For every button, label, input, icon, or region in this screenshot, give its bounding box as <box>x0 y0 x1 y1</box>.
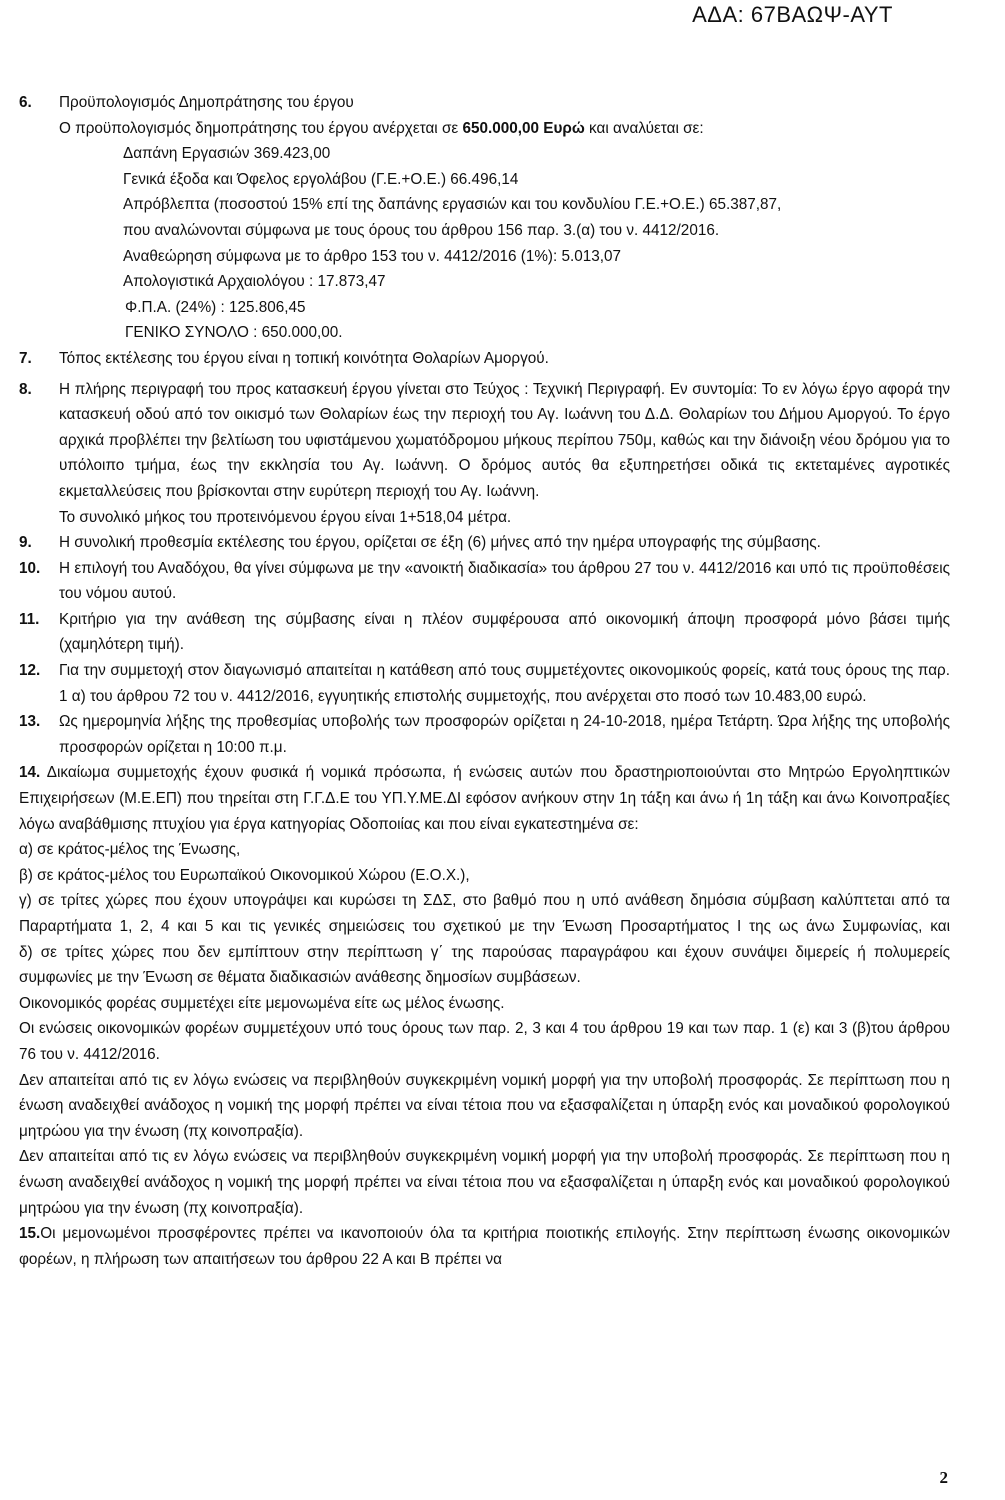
section-text: Κριτήριο για την ανάθεση της σύμβασης είναι η πλέον συμφέρουσα από οικονομική άποψη προσφορά μόνο βάσει τιμής (χαμηλότερη τιμή). <box>59 610 950 654</box>
section-text: Η συνολική προθεσμία εκτέλεσης του έργου, ορίζεται σε έξη (6) μήνες από την ημέρα υπογραφής της σύμβασης. <box>59 534 821 552</box>
budget-line: Γενικά έξοδα και Όφελος εργολάβου (Γ.Ε.+Ο.Ε.) 66.496,14 <box>123 170 519 188</box>
section-number: 11. <box>19 610 40 628</box>
section-13 <box>19 709 950 760</box>
section-number: 13. <box>19 713 41 731</box>
section-14-intro <box>19 760 950 837</box>
section-number: 9. <box>19 534 32 552</box>
budget-intro-suffix: και αναλύεται σε: <box>584 119 704 137</box>
section-text: Η επιλογή του Αναδόχου, θα γίνει σύμφωνα με την «ανοικτή διαδικασία» του άρθρου 27 του ν. 4412/2016 και υπό τις προϋποθέσεις του νόμου αυτού. <box>59 559 950 603</box>
section-text: Για την συμμετοχή στον διαγωνισμό απαιτείται η κατάθεση από τους συμμετέχοντες οικονομικούς φορείς, κατά τους όρους της παρ. 1 α) του άρθρου 72 του ν. 4412/2016, εγγυητικής επιστολής συμμετοχής, που ανέρχεται στο ποσό των 10.483,00 ευρώ. <box>59 662 950 705</box>
budget-total-amount: 650.000,00 Ευρώ <box>462 119 585 137</box>
paragraph: Οι ενώσεις οικονομικών φορέων συμμετέχουν υπό τους όρους των παρ. 2, 3 και 4 του άρθρου 19 και των παρ. 1 (ε) και 3 (β)του άρθρου 76 του ν. 4412/2016. <box>19 1020 950 1063</box>
budget-line: που αναλώνονται σύμφωνα με τους όρους του άρθρου 156 παρ. 3.(α) του ν. 4412/2016. <box>123 221 720 239</box>
section-number: 15. <box>19 1225 41 1243</box>
budget-line: Αναθεώρηση σύμφωνα με το άρθρο 153 του ν. 4412/2016 (1%): 5.013,07 <box>123 247 622 265</box>
section-text: Η πλήρης περιγραφή του προς κατασκευή έργου γίνεται στο Τεύχος : Τεχνική Περιγραφή. Εν συντομία: Το εν λόγω έργο αφορά την κατασκευή οδού από τον οικισμό των Θολαρίων έως την περιοχή του Αγ. Ιωάννη του Δ.Δ. Θολαρίων του Δήμου Αμοργού. Το έργο αρχικά προβλέπει την βελτίωση του υφιστάμενου χωματόδρομου μήκους περίπου 750μ, καθώς και την διάνοιξη νέου δρόμου για το υπόλοιπο τμήμα, έως την εκκλησία του Αγ. Ιωάννη. Ο δρόμος αυτός θα εξυπηρετήσει οδικά τις εκτεταμένες αγροτικές εκμεταλλεύσεις που βρίσκονται στην ευρύτερη περιοχή του Αγ. Ιωάννη. <box>59 380 950 500</box>
section-text: Τόπος εκτέλεσης του έργου είναι η τοπική κοινότητα Θολαρίων Αμοργού. <box>59 349 549 367</box>
eligibility-item-b: β) σε κράτος-μέλος του Ευρωπαϊκού Οικονομικού Χώρου (Ε.Ο.Χ.), <box>19 866 470 884</box>
eligibility-item-d: δ) σε τρίτες χώρες που δεν εμπίπτουν στην περίπτωση γ΄ της παρούσας παραγράφου και έχουν συνάψει διμερείς ή πολυμερείς συμφωνίες με την Ένωση σε θέματα διαδικασιών ανάθεσης δημοσίων συμβάσεων. <box>19 943 950 987</box>
budget-grand-total: ΓΕΝΙΚΟ ΣΥΝΟΛΟ : 650.000,00. <box>125 324 343 342</box>
budget-intro <box>19 116 950 142</box>
document-body <box>19 90 950 1272</box>
section-title: Προϋπολογισμός Δημοπράτησης του έργου <box>59 94 354 111</box>
section-11 <box>19 607 950 658</box>
section-number: 6. <box>19 94 32 111</box>
section-text: Οι μεμονωμένοι προσφέροντες πρέπει να ικανοποιούν όλα τα κριτήρια ποιοτικής επιλογής. Στην περίπτωση ένωσης οικονομικών φορέων, η πλήρωση των απαιτήσεων του άρθρου 22 Α και Β πρέπει να <box>19 1225 950 1268</box>
section-7 <box>19 346 950 372</box>
section-8 <box>19 377 950 531</box>
page-number: 2 <box>939 1468 948 1487</box>
paragraph: Δεν απαιτείται από τις εν λόγω ενώσεις να περιβληθούν συγκεκριμένη νομική μορφή για την υποβολή προσφοράς. Σε περίπτωση που η ένωση αναδειχθεί ανάδοχος η νομική της μορφή πρέπει να είναι τέτοια που να εξασφαλίζεται η ύπαρξη ενός και μοναδικού φορολογικού μητρώου για την ένωση (πχ κοινοπραξία). <box>19 1071 950 1140</box>
section-number: 10. <box>19 559 41 577</box>
section-6 <box>19 90 950 116</box>
section-12 <box>19 658 950 709</box>
section-number: 8. <box>19 380 32 398</box>
budget-line: Δαπάνη Εργασιών 369.423,00 <box>123 145 331 163</box>
document-ada-code: ΑΔΑ: 67ΒΑΩΨ-ΑΥΤ <box>692 2 893 27</box>
section-text: Ως ημερομηνία λήξης της προθεσμίας υποβολής των προσφορών ορίζεται η 24-10-2018, ημέρα Τετάρτη. Ώρα λήξης της υποβολής προσφορών ορίζεται η 10:00 π.μ. <box>59 713 950 756</box>
paragraph: Οικονομικός φορέας συμμετέχει είτε μεμονωμένα είτε ως μέλος ένωσης. <box>19 994 505 1012</box>
section-9 <box>19 530 950 556</box>
eligibility-item-a: α) σε κράτος-μέλος της Ένωσης, <box>19 841 241 859</box>
section-number: 7. <box>19 349 32 367</box>
budget-intro-text: Ο προϋπολογισμός δημοπράτησης του έργου ανέρχεται σε <box>59 119 463 137</box>
section-15 <box>19 1221 950 1272</box>
paragraph: Δεν απαιτείται από τις εν λόγω ενώσεις να περιβληθούν συγκεκριμένη νομική μορφή για την υποβολή προσφοράς. Σε περίπτωση που η ένωση αναδειχθεί ανάδοχος η νομική της μορφή πρέπει να είναι τέτοια που να εξασφαλίζεται η ύπαρξη ενός και μοναδικού φορολογικού μητρώου για την ένωση (πχ κοινοπραξία). <box>19 1148 950 1217</box>
section-number: 14. <box>19 764 41 782</box>
budget-line: Φ.Π.Α. (24%) : 125.806,45 <box>125 298 306 316</box>
section-8-content <box>59 377 950 531</box>
project-length: Το συνολικό μήκος του προτεινόμενου έργου είναι 1+518,04 μέτρα. <box>59 508 512 526</box>
eligibility-item-c: γ) σε τρίτες χώρες που έχουν υπογράψει και κυρώσει τη ΣΔΣ, στο βαθμό που η υπό ανάθεση δημόσια σύμβαση καλύπτεται από τα Παραρτήματα 1, 2, 4 και 5 και τις γενικές σημειώσεις του σχετικού με την Ένωση Προσαρτήματος Ι της ως άνω Συμφωνίας, και <box>19 892 950 935</box>
budget-line: Απρόβλεπτα (ποσοστού 15% επί της δαπάνης εργασιών και του κονδυλίου Γ.Ε.+Ο.Ε.) 65.387,87, <box>123 196 782 214</box>
section-10 <box>19 556 950 607</box>
budget-line: Απολογιστικά Αρχαιολόγου : 17.873,47 <box>123 273 386 291</box>
section-text: Δικαίωμα συμμετοχής έχουν φυσικά ή νομικά πρόσωπα, ή ενώσεις αυτών που δραστηριοποιούνται στο Μητρώο Εργοληπτικών Επιχειρήσεων (Μ.Ε.ΕΠ) που τηρείται στη Γ.Γ.Δ.Ε του ΥΠ.Υ.ΜΕ.ΔΙ εφόσον ανήκουν στην 1η τάξη και άνω ή 1η τάξη και άνω Κοινοπραξίες λόγω αναβάθμισης πτυχίου για έργα κατηγορίας Οδοποιίας και που είναι εγκατεστημένα σε: <box>19 764 950 833</box>
section-number: 12. <box>19 662 41 680</box>
